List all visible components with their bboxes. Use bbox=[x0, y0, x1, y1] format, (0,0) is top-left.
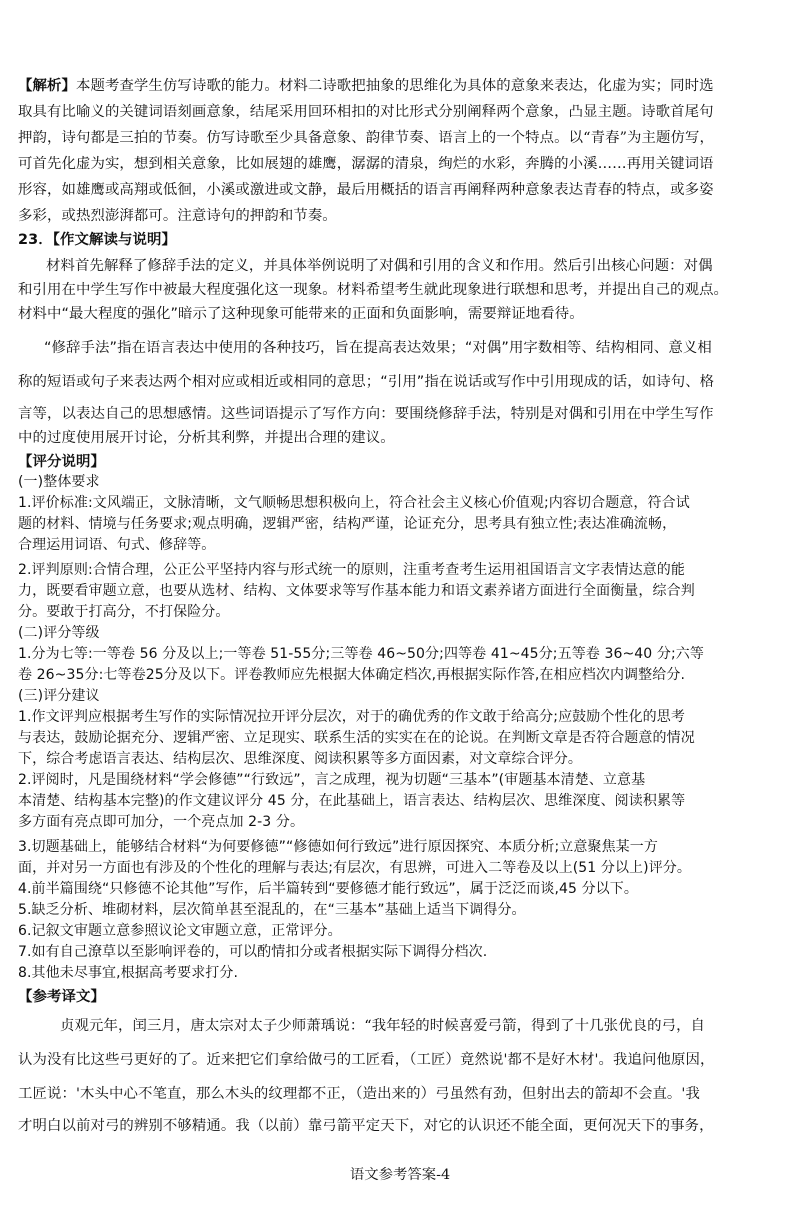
analysis-line-4: 可首先化虚为实，想到相关意象，比如展翅的雄鹰，潺潺的清泉，绚烂的水彩，奔腾的小溪……再用关键词语 bbox=[18, 156, 714, 172]
scoring-line: 下，综合考虑语言表达、结构层次、思维深度、阅读积累等多方面因素，对文章综合评分。 bbox=[18, 751, 582, 767]
page-footer: 语文参考答案-4 bbox=[349, 1167, 451, 1183]
scoring-line: 2.评阅时，凡是围绕材料“学会修德”“行致远”，言之成理，视为切题“三基本”(审题基本清楚、立意基 bbox=[18, 772, 646, 788]
q23-para1-line-2: 和引用在中学生写作中被最大程度强化这一现象。材料希望考生就此现象进行联想和思考，并提出自己的观点。 bbox=[18, 282, 729, 298]
scoring-heading: 【评分说明】 bbox=[18, 454, 105, 470]
q23-heading: 23．【作文解读与说明】 bbox=[18, 232, 176, 248]
q23-para2-line-4: 中的过度使用展开讨论，分析其利弊，并提出合理的建议。 bbox=[18, 430, 395, 446]
translation-line-3: 工匠说：'木头中心不笔直，那么木头的纹理都不正，（造出来的）弓虽然有劲，但射出去的箭却不会直。'我 bbox=[18, 1086, 700, 1102]
translation-line-4: 才明白以前对弓的辨别不够精通。我（以前）靠弓箭平定天下，对它的认识还不能全面，更何况天下的事务， bbox=[18, 1118, 714, 1134]
q23-para1-line-3: 材料中“最大程度的强化”暗示了这种现象可能带来的正面和负面影响，需要辩证地看待。 bbox=[18, 306, 584, 322]
scoring-line: 7.如有自己潦草以至影响评卷的，可以酌情扣分或者根据实际下调得分档次. bbox=[18, 944, 488, 960]
scoring-line: 3.切题基础上，能够结合材料“为何要修德”“修德如何行致远”进行原因探究、本质分析;立意聚焦某一方 bbox=[18, 839, 658, 855]
analysis-line-1: 【解析】本题考查学生仿写诗歌的能力。材料二诗歌把抽象的思维化为具体的意象来表达，化虚为实；同时选 bbox=[18, 77, 714, 94]
analysis-line-2: 取具有比喻义的关键词语刻画意象，结尾采用回环相扣的对比形式分别阐释两个意象，凸显主题。诗歌首尾句 bbox=[18, 104, 714, 120]
scoring-line: 卷 26~35分:七等卷25分及以下。评卷教师应先根据大体确定档次,再根据实际作答,在相应档次内调整给分. bbox=[18, 667, 685, 683]
translation-line-2: 认为没有比这些弓更好的了。近来把它们拿给做弓的工匠看，（工匠）竟然说'都不是好木材'。我追问他原因， bbox=[18, 1052, 715, 1068]
scoring-line: 6.记叙文审题立意参照议论文审题立意，正常评分。 bbox=[18, 923, 342, 939]
scoring-line: 合理运用词语、句式、修辞等。 bbox=[18, 537, 216, 553]
scoring-line: 题的材料、情境与任务要求;观点明确，逻辑严密，结构严谨，论证充分，思考具有独立性;表达准确流畅， bbox=[18, 516, 677, 532]
q23-para2-line-1: “修辞手法”指在语言表达中使用的各种技巧，旨在提高表达效果；“对偶”用字数相等、结构相同、意义相 bbox=[44, 340, 712, 356]
scoring-line: (三)评分建议 bbox=[18, 688, 100, 704]
translation-line-1: 贞观元年，闰三月，唐太宗对太子少师萧瑀说：“我年轻的时候喜爱弓箭，得到了十几张优良的弓，自 bbox=[60, 1018, 706, 1034]
analysis-line-3: 押韵，诗句都是三拍的节奏。仿写诗歌至少具备意象、韵律节奏、语言上的一个特点。以“青春”为主题仿写， bbox=[18, 130, 714, 146]
translation-heading: 【参考译文】 bbox=[18, 989, 105, 1005]
scoring-line: 面，并对另一方面也有涉及的个性化的理解与表达;有层次，有思辨，可进入二等卷及以上(51 分以上)评分。 bbox=[18, 860, 692, 876]
scoring-line: 力，既要看审题立意，也要从选材、结构、文体要求等写作基本能力和语文素养诸方面进行全面衡量，综合判 bbox=[18, 583, 695, 599]
scoring-line: 1.分为七等:一等卷 56 分及以上;一等卷 51-55分;三等卷 46~50分;四等卷 41~45分;五等卷 36~40 分;六等 bbox=[18, 646, 704, 662]
q23-para2-line-3: 言等，以表达自己的思想感情。这些词语提示了写作方向：要围绕修辞手法，特别是对偶和引用在中学生写作 bbox=[18, 406, 714, 422]
analysis-heading: 【解析】 bbox=[18, 77, 76, 94]
scoring-line: 4.前半篇围绕“只修德不论其他”写作，后半篇转到“要修德才能行致远”，属于泛泛而谈,45 分以下。 bbox=[18, 881, 638, 897]
scoring-line: 多方面有亮点即可加分，一个亮点加 2-3 分。 bbox=[18, 814, 305, 830]
q23-para2-line-2: 称的短语或句子来表达两个相对应或相近或相同的意思；“引用”指在说话或写作中引用现成的话，如诗句、格 bbox=[18, 374, 715, 390]
scoring-line: 8.其他未尽事宜,根据高考要求打分. bbox=[18, 965, 239, 981]
analysis-line-5: 形容，如雄鹰或高翔或低徊，小溪或激进或文静，最后用概括的语言再阐释两种意象表达青春的特点，或多姿 bbox=[18, 182, 714, 198]
scoring-line: 分。要敢于打高分，不打保险分。 bbox=[18, 604, 230, 620]
scoring-line: 本清楚、结构基本完整)的作文建议评分 45 分，在此基础上，语言表达、结构层次、思维深度、阅读积累等 bbox=[18, 793, 686, 809]
q23-para1-line-1: 材料首先解释了修辞手法的定义，并具体举例说明了对偶和引用的含义和作用。然后引出核心问题：对偶 bbox=[46, 258, 713, 274]
scoring-line: 2.评判原则:合情合理，公正公平坚持内容与形式统一的原则，注重考查考生运用祖国语言文字表情达意的能 bbox=[18, 562, 685, 578]
scoring-line: (二)评分等级 bbox=[18, 625, 100, 641]
analysis-line-6: 多彩，或热烈澎湃都可。注意诗句的押韵和节奏。 bbox=[18, 208, 337, 224]
scoring-line: 1.作文评判应根据考生写作的实际情况拉开评分层次，对于的确优秀的作文敢于给高分;应鼓励个性化的思考 bbox=[18, 709, 685, 725]
scoring-line: (一)整体要求 bbox=[18, 474, 100, 490]
scoring-line: 与表达，鼓励论据充分、逻辑严密、立足现实、联系生活的实实在在的论说。在判断文章是否符合题意的情况 bbox=[18, 730, 695, 746]
scoring-line: 5.缺乏分析、堆砌材料，层次简单甚至混乱的，在“三基本”基础上适当下调得分。 bbox=[18, 902, 526, 918]
scoring-line: 1.评价标准:文风端正，文脉清晰，文气顺畅思想积极向上，符合社会主义核心价值观;内容切合题意，符合试 bbox=[18, 495, 690, 511]
